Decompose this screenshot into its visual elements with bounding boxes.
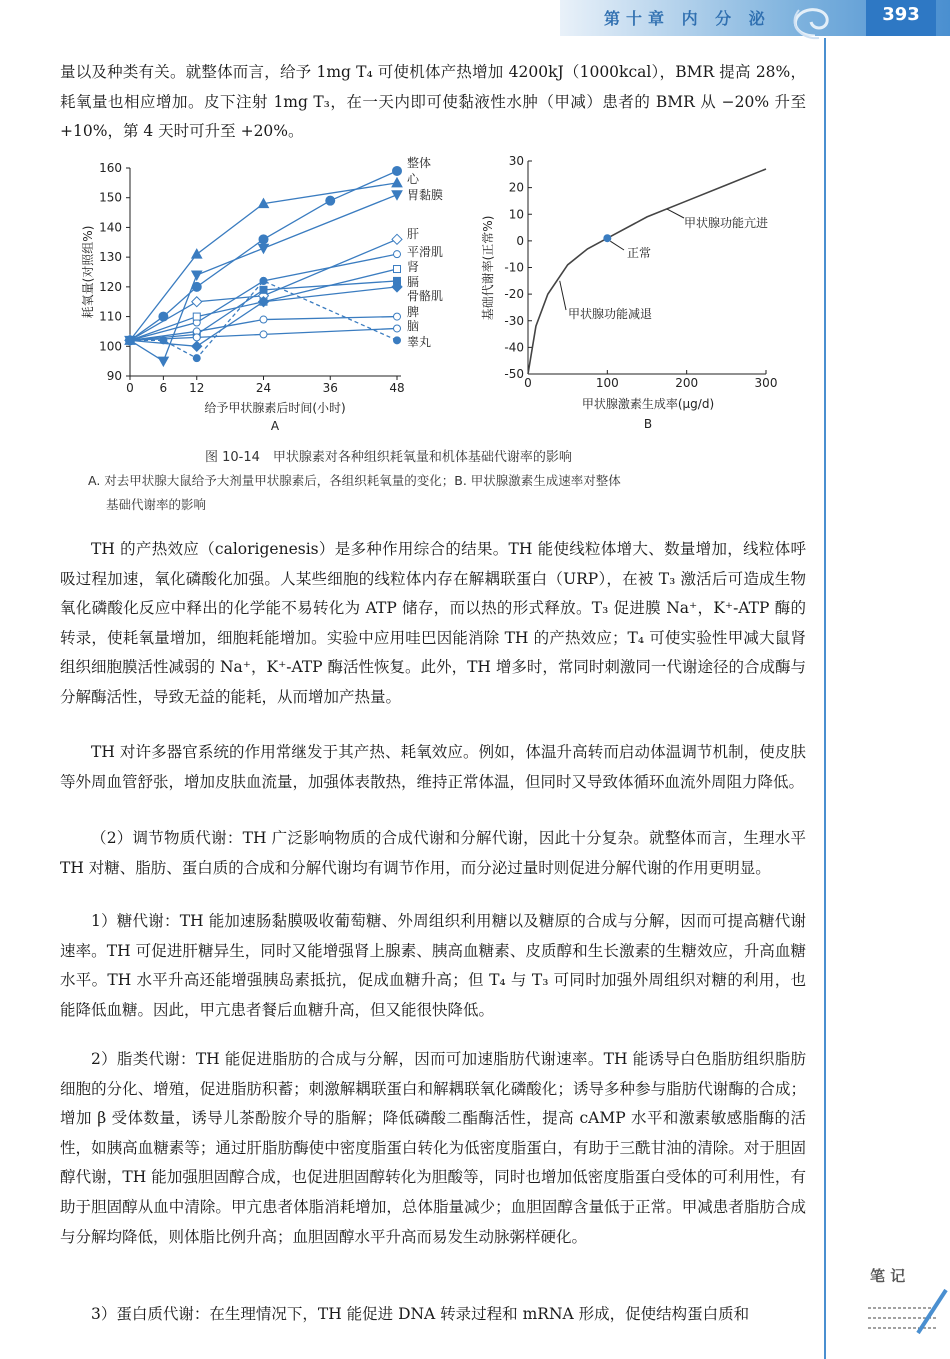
legend-a-整体: 整体	[407, 156, 432, 170]
legend-a-胃黏膜: 胃黏膜	[407, 188, 444, 202]
tick-label-a-y: 100	[99, 339, 122, 354]
leader-b-hyper	[667, 209, 684, 218]
annotation-b-normal: 正常	[627, 246, 652, 260]
tick-label-b-x: 100	[595, 376, 619, 390]
paragraph-intro: 量以及种类有关。就整体而言，给予 1mg T₄ 可使机体产热增加 4200kJ（1000kcal），BMR 提高 28%，耗氧量也相应增加。皮下注射 1mg T₃，在一天内即可使黏液性水肿（甲减）患者的 BMR 从 −20% 升至 +10%，第 4 天时可升至 +20%。	[60, 63, 806, 141]
tick-label-b-y: -50	[504, 367, 524, 381]
point-a-胃黏膜	[392, 191, 402, 200]
point-a-肝	[192, 297, 202, 307]
point-a-心	[192, 249, 202, 258]
leader-b-hypo	[560, 281, 566, 310]
figure-10-14	[0, 150, 950, 590]
tick-label-b-y: 20	[508, 180, 524, 195]
point-a-胃黏膜	[259, 244, 269, 253]
tick-label-b-x: 0	[524, 376, 532, 390]
point-a-脑	[394, 325, 401, 332]
point-a-膈	[260, 286, 267, 293]
legend-a-脾: 脾	[407, 305, 420, 319]
legend-a-平滑肌: 平滑肌	[407, 245, 444, 259]
tick-label-b-y: 30	[508, 154, 524, 168]
point-a-整体	[326, 196, 335, 205]
point-a-脾	[394, 313, 401, 320]
tick-label-a-x: 24	[255, 381, 272, 395]
paragraph-organ-effects: TH 对许多器官系统的作用常继发于其产热、耗氧效应。例如，体温升高转而启动体温调节机制，使皮肤等外周血管舒张，增加皮肤血流量，加强体表散热，维持正常体温，但同时又导致体循环血流外周阻力降低。	[60, 743, 806, 791]
tick-label-a-x: 48	[389, 381, 405, 395]
point-a-脑	[260, 331, 267, 338]
notes-label: 笔 记	[870, 1267, 906, 1285]
point-a-睾丸	[127, 337, 134, 344]
chapter-title: 第十章 内 分 泌	[604, 9, 771, 28]
tick-label-a-y: 140	[99, 220, 122, 235]
legend-a-膈: 膈	[407, 275, 420, 289]
legend-a-肾: 肾	[407, 260, 420, 274]
tick-label-a-y: 90	[106, 369, 122, 383]
legend-a-脑: 脑	[407, 319, 420, 333]
tick-label-a-y: 110	[99, 309, 122, 324]
paragraph-protein: 3）蛋白质代谢：在生理情况下，TH 能促进 DNA 转录过程和 mRNA 形成，促使结构蛋白质和	[91, 1305, 750, 1323]
tick-label-b-x: 200	[675, 376, 699, 390]
tick-label-a-x: 12	[189, 381, 205, 395]
tick-label-a-x: 36	[322, 381, 338, 395]
figure-caption: 图 10-14 甲状腺素对各种组织耗氧量和机体基础代谢率的影响	[205, 450, 572, 465]
panel-a-label: A	[270, 419, 280, 433]
axis-a-ylabel: 耗氧量(对照组%)	[81, 225, 95, 319]
axis-b-ylabel: 基础代谢率(正常%)	[481, 215, 495, 321]
annotation-b-hyper: 甲状腺功能亢进	[684, 216, 769, 230]
page-number: 393	[866, 0, 936, 36]
paragraph-lipid: 2）脂类代谢：TH 能促进脂肪的合成与分解，因而可加速脂肪代谢速率。TH 能诱导白色脂肪组织脂肪细胞的分化、增殖，促进脂肪积蓄；刺激解耦联蛋白和解耦联氧化磷酸化；诱导多种参与脂肪代谢酶的合成；增加 β 受体数量，诱导儿茶酚胺介导的脂解；降低磷酸二酯酶活性，提高 cAMP 水平和激素敏感脂酶的活性，如胰高血糖素等；通过肝脂肪酶使中密度脂蛋白转化为低密度脂蛋白，有助于三酰甘油的清除。对于胆固醇代谢，TH 能加强胆固醇合成，也促进胆固醇转化为胆酸等，同时也增加低密度脂蛋白受体的可利用性，有助于胆固醇从血中清除。甲亢患者体脂消耗增加，总体脂量减少；血胆固醇含量低于正常。甲减患者脂肪合成与分解均降低，则体脂比例升高；血胆固醇水平升高而易发生动脉粥样硬化。	[60, 1050, 806, 1246]
axis-a-xlabel: 给予甲状腺素后时间(小时)	[204, 401, 346, 415]
point-a-睾丸	[394, 337, 401, 344]
leader-b-normal	[610, 241, 624, 250]
tick-label-a-x: 6	[159, 381, 168, 395]
paragraph-metabolism: （2）调节物质代谢：TH 广泛影响物质的合成代谢和分解代谢，因此十分复杂。就整体而言，生理水平 TH 对糖、脂肪、蛋白质的合成和分解代谢均有调节作用，而分泌过量时则促进分解代谢的作用更明显。	[60, 829, 806, 877]
point-a-脑	[193, 334, 200, 341]
tick-label-b-y: -30	[504, 313, 524, 328]
point-a-肝	[392, 234, 402, 244]
point-a-肾	[193, 313, 200, 320]
legend-a-心: 心	[407, 172, 420, 186]
point-b-normal	[604, 235, 611, 242]
paragraph-calorigenesis: TH 的产热效应（calorigenesis）是多种作用综合的结果。TH 能使线粒体增大、数量增加，线粒体呼吸过程加速，氧化磷酸化加强。人某些细胞的线粒体内存在解耦联蛋白（URP），在被 T₃ 激活后可造成生物氧化磷酸化反应中释出的化学能不易转化为 ATP 储存，而以热的形式释放。T₃ 促进膜 Na⁺，K⁺-ATP 酶的转录，使耗氧量增加，细胞耗能增加。实验中应用哇巴因能消除 TH 的产热效应；T₄ 可使实验性甲减大鼠肾组织细胞膜活性减弱的 Na⁺，K⁺-ATP 酶活性恢复。此外，TH 增多时，常同时刺激同一代谢途径的合成酶与分解酶活性，导致无益的能耗，从而增加产热量。	[60, 540, 806, 706]
panel-b-label: B	[643, 417, 653, 431]
point-a-整体	[393, 166, 402, 175]
point-a-心	[392, 178, 402, 187]
tick-label-a-x: 0	[126, 381, 134, 395]
point-a-平滑肌	[394, 251, 401, 258]
point-a-睾丸	[160, 337, 167, 344]
figure-subcaption-line1: A. 对去甲状腺大鼠给予大剂量甲状腺素后，各组织耗氧量的变化；B. 甲状腺激素生成速率对整体	[88, 473, 621, 488]
tick-label-a-y: 160	[99, 161, 122, 175]
axis-b-xlabel: 甲状腺激素生成率(μg/d)	[581, 397, 715, 411]
paragraph-glucose: 1）糖代谢：TH 能加速肠黏膜吸收葡萄糖、外周组织利用糖以及糖原的合成与分解，因而可提高糖代谢速率。TH 可促进肝糖异生，同时又能增强肾上腺素、胰高血糖素、皮质醇和生长激素的生糖效应，升高血糖水平。TH 水平升高还能增强胰岛素抵抗，促成血糖升高；但 T₄ 与 T₃ 可同时加强外周组织对糖的利用，也能降低血糖。因此，甲亢患者餐后血糖升高，但又能很快降低。	[60, 912, 806, 1019]
point-a-整体	[259, 235, 268, 244]
point-a-肾	[394, 266, 401, 273]
point-a-脾	[260, 316, 267, 323]
tick-label-b-y: 0	[516, 233, 524, 248]
tick-label-a-y: 150	[99, 190, 122, 205]
point-a-睾丸	[260, 277, 267, 284]
legend-a-肝: 肝	[407, 227, 420, 241]
series-b-bmr-curve	[528, 169, 769, 374]
swirl-decoration-icon	[785, 0, 845, 40]
notes-pencil-icon	[858, 1288, 948, 1348]
tick-label-a-y: 120	[99, 279, 122, 294]
point-a-睾丸	[193, 355, 200, 362]
tick-label-b-y: -20	[504, 287, 524, 302]
tick-label-b-y: -10	[504, 260, 524, 275]
legend-a-睾丸: 睾丸	[407, 335, 432, 349]
tick-label-b-x: 300	[754, 376, 778, 390]
point-a-骨骼肌	[192, 341, 202, 351]
legend-a-骨骼肌: 骨骼肌	[407, 289, 444, 303]
figure-subcaption-line2: 基础代谢率的影响	[106, 497, 207, 512]
annotation-b-hypo: 甲状腺功能减退	[568, 307, 653, 321]
tick-label-b-y: 10	[508, 207, 524, 222]
tick-label-a-y: 130	[99, 250, 122, 265]
tick-label-b-y: -40	[504, 340, 524, 355]
point-a-胃黏膜	[158, 357, 168, 366]
point-a-胃黏膜	[192, 271, 202, 280]
